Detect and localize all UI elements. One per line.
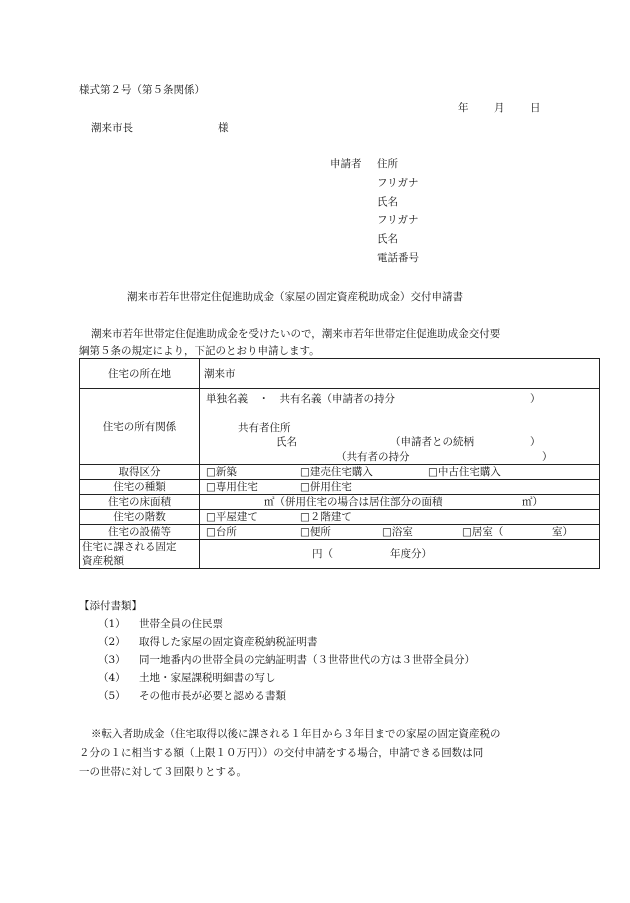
attachment-number: （5） <box>98 690 126 702</box>
tax-fiscal-year: 年度分） <box>390 548 432 560</box>
row-facilities <box>80 525 600 540</box>
date-month: 月 <box>494 102 505 114</box>
attachment-text: その他市長が必要と認める書類 <box>139 690 287 702</box>
attachment-number: （2） <box>98 636 126 648</box>
acquisition-cell <box>200 465 600 480</box>
attachment-item <box>98 652 475 667</box>
checkbox-two-story-label: ２階建て <box>309 511 352 523</box>
checkbox-living-room-label: 居室（ <box>471 526 504 538</box>
co-owner-share-label: （共有者の持分 <box>336 451 410 463</box>
applicant-field-furigana-2: フリガナ <box>377 214 419 226</box>
checkbox-two-story[interactable] <box>300 510 352 524</box>
form-number: 様式第２号（第５条関係） <box>79 84 205 96</box>
row-type <box>80 480 600 495</box>
applicant-field-name-2: 氏名 <box>377 233 398 245</box>
area-value: ㎡（併用住宅の場合は居住部分の面積 <box>264 496 443 508</box>
area-cell <box>200 495 600 510</box>
attachment-text: 土地・家屋課税明細書の写し <box>139 672 276 684</box>
co-owner-relation-close: ） <box>530 436 541 448</box>
tax-amount: 円（ <box>312 548 333 560</box>
checkbox-bathroom[interactable] <box>382 525 413 539</box>
checkbox-living-room[interactable] <box>462 525 503 539</box>
ownership-label: 住宅の所有関係 <box>80 389 200 465</box>
row-ownership <box>80 389 600 465</box>
floors-cell <box>200 510 600 525</box>
checkbox-combined-house[interactable] <box>300 480 352 494</box>
type-cell <box>200 480 600 495</box>
applicant-field-address: 住所 <box>377 158 398 170</box>
checkbox-ready-built-label: 建売住宅購入 <box>309 466 373 478</box>
note-line-1: ※転入者助成金（住宅取得以後に課される１年目から３年目までの家屋の固定資産税の <box>91 728 501 740</box>
checkbox-ready-built[interactable] <box>300 465 373 479</box>
row-tax <box>80 540 600 569</box>
checkbox-toilet[interactable] <box>300 525 331 539</box>
co-owner-share-close: ） <box>542 451 553 463</box>
living-room-count-suffix: 室） <box>552 526 573 538</box>
checkbox-bathroom-label: 浴室 <box>391 526 413 538</box>
note-line-3: 一の世帯に対して３回限りとする。 <box>79 766 247 778</box>
acquisition-label: 取得区分 <box>80 465 200 480</box>
addressee-honorific: 様 <box>218 122 229 134</box>
tax-label-line-2: 資産税額 <box>82 555 124 567</box>
checkbox-kitchen[interactable] <box>206 525 237 539</box>
attachment-number: （1） <box>98 618 126 630</box>
checkbox-single-story[interactable] <box>206 510 258 524</box>
floors-label: 住宅の階数 <box>80 510 200 525</box>
co-owner-name-label: 氏名 <box>276 436 297 448</box>
checkbox-new-build-label: 新築 <box>215 466 237 478</box>
area-label: 住宅の床面積 <box>80 495 200 510</box>
facilities-label: 住宅の設備等 <box>80 525 200 540</box>
applicant-field-name: 氏名 <box>377 196 398 208</box>
date-year: 年 <box>458 102 469 114</box>
addressee: 潮来市長 <box>91 122 133 134</box>
attachment-text: 同一地番内の世帯全員の完納証明書（３世帯世代の方は３世帯全員分） <box>139 654 476 666</box>
checkbox-used-house-label: 中古住宅購入 <box>437 466 501 478</box>
location-value: 潮来市 <box>200 359 600 389</box>
applicant-label: 申請者 <box>330 158 362 170</box>
attachments-heading: 【添付書類】 <box>79 600 142 612</box>
checkbox-toilet-label: 便所 <box>309 526 331 538</box>
ownership-line1-close: ） <box>530 393 541 405</box>
attachment-number: （4） <box>98 672 126 684</box>
tax-label <box>80 540 200 569</box>
attachment-number: （3） <box>98 654 126 666</box>
note-line-2: ２分の１に相当する額（上限１０万円））の交付申請をする場合，申請できる回数は同 <box>79 747 484 759</box>
area-unit: ㎡） <box>522 496 543 508</box>
attachment-text: 取得した家屋の固定資産税納税証明書 <box>139 636 318 648</box>
location-label: 住宅の所在地 <box>80 359 200 389</box>
intro-line-2: 綱第５条の規定により，下記のとおり申請します。 <box>79 345 320 357</box>
attachment-item <box>98 634 318 649</box>
co-owner-address-label: 共有者住所 <box>238 422 291 434</box>
applicant-field-furigana: フリガナ <box>377 177 419 189</box>
tax-cell <box>200 540 600 569</box>
applicant-field-phone: 電話番号 <box>377 252 419 264</box>
ownership-cell <box>200 389 600 465</box>
ownership-line1: 単独名義 ・ 共有名義（申請者の持分 <box>206 393 395 405</box>
attachment-item <box>98 688 286 703</box>
attachment-text: 世帯全員の住民票 <box>139 618 224 630</box>
checkbox-combined-house-label: 併用住宅 <box>309 481 352 493</box>
row-area <box>80 495 600 510</box>
checkbox-kitchen-label: 台所 <box>215 526 237 538</box>
application-table <box>79 358 600 569</box>
type-label: 住宅の種類 <box>80 480 200 495</box>
checkbox-new-build[interactable] <box>206 465 237 479</box>
row-location <box>80 359 600 389</box>
checkbox-single-story-label: 平屋建て <box>215 511 258 523</box>
attachment-item <box>98 616 223 631</box>
document-title: 潮来市若年世帯定住促進助成金（家屋の固定資産税助成金）交付申請書 <box>127 291 463 303</box>
attachment-item <box>98 670 276 685</box>
facilities-cell <box>200 525 600 540</box>
intro-line-1: 潮来市若年世帯定住促進助成金を受けたいので，潮来市若年世帯定住促進助成金交付要 <box>91 328 501 340</box>
date-day: 日 <box>530 102 541 114</box>
checkbox-used-house[interactable] <box>428 465 501 479</box>
row-acquisition <box>80 465 600 480</box>
co-owner-relation-label: （申請者との続柄 <box>390 436 474 448</box>
row-floors <box>80 510 600 525</box>
checkbox-dedicated-house-label: 専用住宅 <box>215 481 258 493</box>
checkbox-dedicated-house[interactable] <box>206 480 258 494</box>
tax-label-line-1: 住宅に課される固定 <box>82 541 177 553</box>
